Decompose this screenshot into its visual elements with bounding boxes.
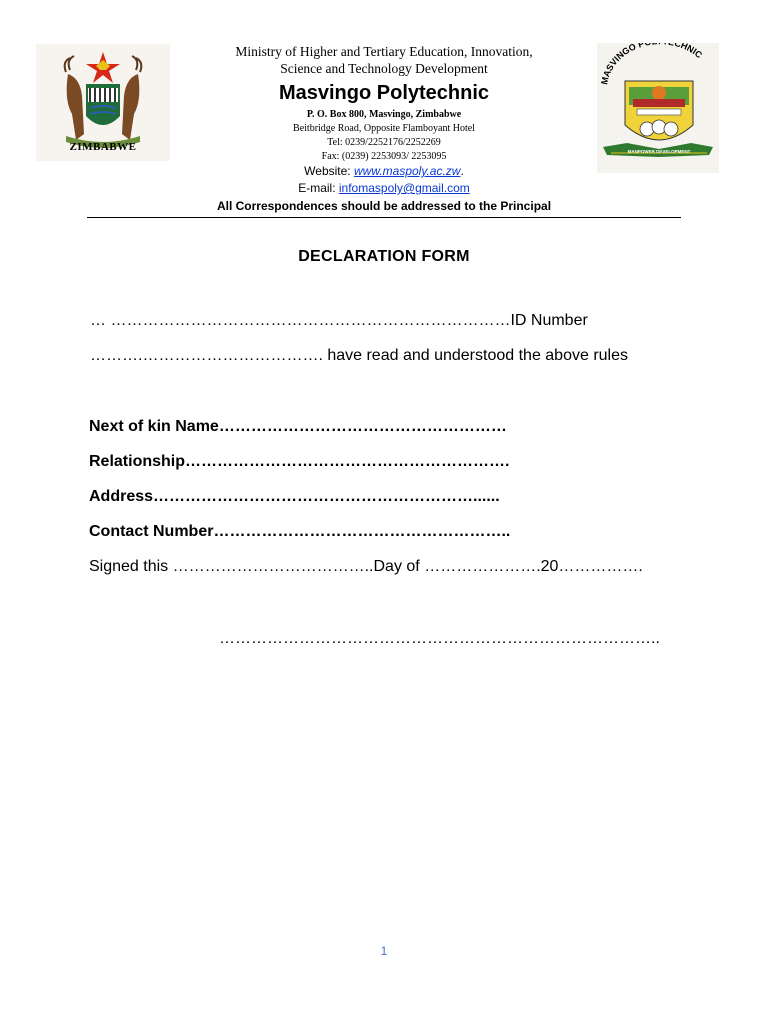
website-suffix: .	[460, 164, 464, 178]
next-of-kin-field: Next of kin Name………………………………………………	[89, 418, 507, 435]
po-box: P. O. Box 800, Masvingo, Zimbabwe	[306, 109, 462, 120]
signed-date-line: Signed this ………………………………..Day of ………………….20…………….	[89, 558, 643, 575]
ministry-name	[0, 43, 768, 77]
address-field: Address……………………………………………………......	[89, 488, 500, 505]
ministry-line-1: Ministry of Higher and Tertiary Education, Innovation,	[235, 44, 533, 59]
ministry-line-2: Science and Technology Development	[280, 61, 488, 76]
header-divider	[87, 217, 681, 218]
page-number: 1	[380, 944, 388, 958]
logo-right-arc-text: MASVINGO P CHNIC	[599, 43, 705, 86]
signature-line: ………………………………………………………………………..	[219, 630, 660, 647]
email-line	[0, 181, 768, 195]
declarant-id-line: … …………………………………………………………………ID Number	[90, 312, 588, 329]
logo-left-caption: ZIMBABWE	[69, 141, 137, 153]
website-label: Website:	[304, 164, 354, 178]
relationship-field: Relationship…………………………………………………….	[89, 453, 510, 470]
declaration-statement-line: ……….……………………………. have read and understood the above rules	[90, 347, 628, 364]
correspondence-note: All Correspondences should be addressed to the Principal	[216, 199, 552, 213]
contact-number-field: Contact Number………………………………………………..	[89, 523, 511, 540]
website-line	[0, 164, 768, 178]
street-address: Beitbridge Road, Opposite Flamboyant Hotel	[293, 123, 475, 134]
institution-name: Masvingo Polytechnic	[278, 82, 490, 104]
website-link[interactable]: www.maspoly.ac.zw	[353, 164, 461, 178]
fax: Fax: (0239) 2253093/ 2253095	[321, 151, 447, 162]
email-label: E-mail:	[298, 181, 339, 195]
telephone: Tel: 0239/2252176/2252269	[327, 137, 441, 148]
email-link[interactable]: infomaspoly@gmail.com	[338, 181, 470, 195]
form-title: DECLARATION FORM	[298, 248, 470, 265]
logo-right-banner-text: MANPOWER DEVELOPMENT	[627, 149, 691, 154]
